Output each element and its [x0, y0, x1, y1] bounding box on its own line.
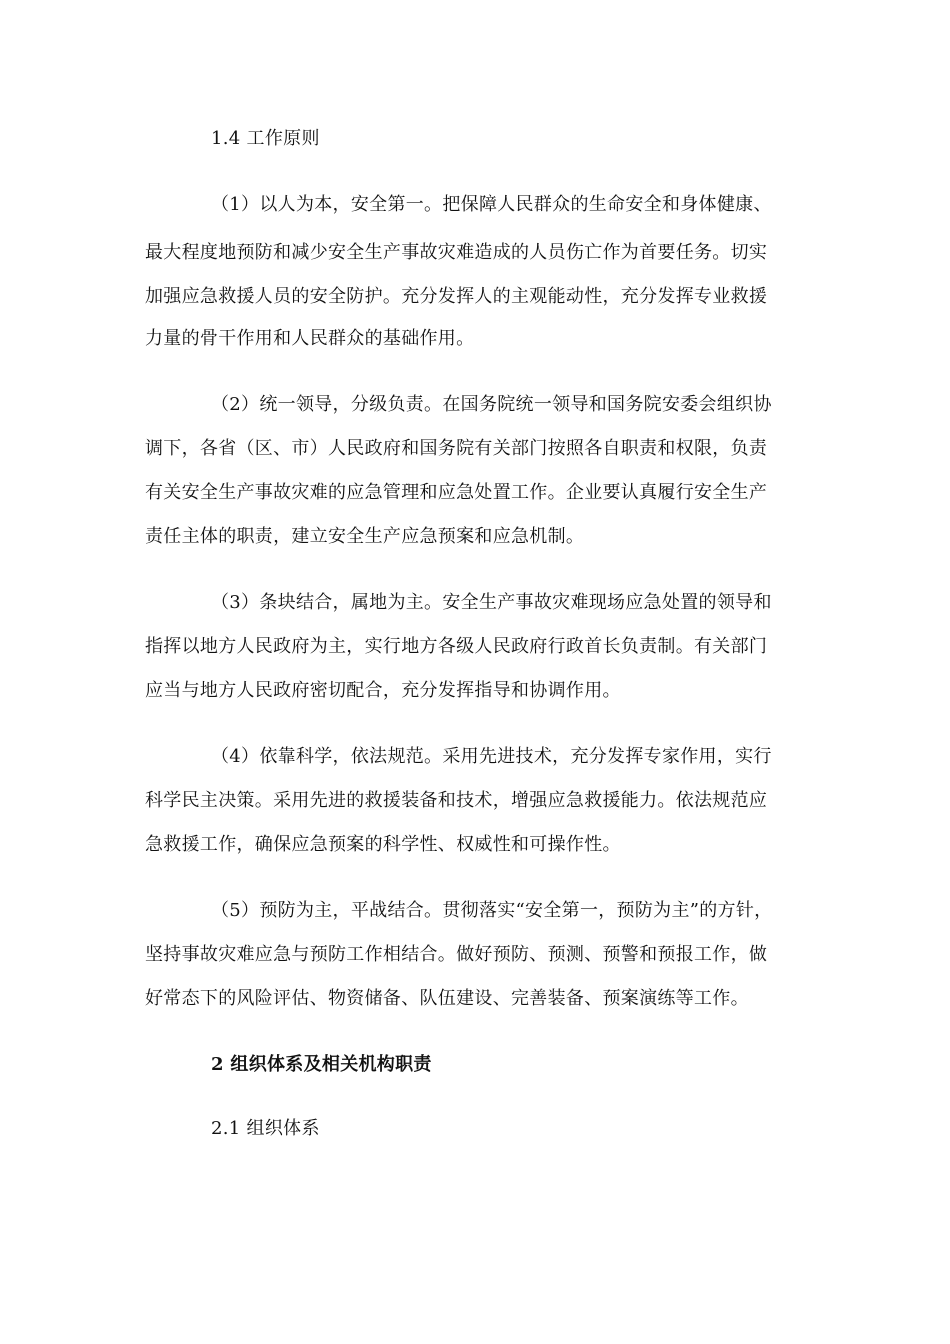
principle-4-line-1: （4）依靠科学，依法规范。采用先进技术，充分发挥专家作用，实行 — [211, 746, 772, 767]
principle-2-line-4: 责任主体的职责，建立安全生产应急预案和应急机制。 — [145, 526, 585, 547]
principle-1-line-3: 加强应急救援人员的安全防护。充分发挥人的主观能动性，充分发挥专业救援 — [145, 286, 768, 307]
section-heading-2: 2 组织体系及相关机构职责 — [211, 1054, 432, 1075]
principle-3-line-1: （3）条块结合，属地为主。安全生产事故灾难现场应急处置的领导和 — [211, 592, 772, 613]
principle-5-line-3: 好常态下的风险评估、物资储备、队伍建设、完善装备、预案演练等工作。 — [145, 988, 749, 1009]
principle-1-line-4: 力量的骨干作用和人民群众的基础作用。 — [145, 328, 475, 349]
principle-4-line-2: 科学民主决策。采用先进的救援装备和技术，增强应急救援能力。依法规范应 — [145, 790, 768, 811]
principle-5-line-2: 坚持事故灾难应急与预防工作相结合。做好预防、预测、预警和预报工作，做 — [145, 944, 768, 965]
principle-3-line-2: 指挥以地方人民政府为主，实行地方各级人民政府行政首长负责制。有关部门 — [145, 636, 768, 657]
principle-1-line-2: 最大程度地预防和减少安全生产事故灾难造成的人员伤亡作为首要任务。切实 — [145, 242, 768, 263]
section-heading-1-4: 1.4 工作原则 — [211, 128, 320, 149]
section-heading-2-1: 2.1 组织体系 — [211, 1118, 320, 1139]
principle-2-line-1: （2）统一领导，分级负责。在国务院统一领导和国务院安委会组织协 — [211, 394, 772, 415]
principle-2-line-2: 调下，各省（区、市）人民政府和国务院有关部门按照各自职责和权限，负责 — [145, 438, 768, 459]
principle-5-line-1: （5）预防为主，平战结合。贯彻落实“安全第一，预防为主”的方针， — [211, 900, 773, 921]
principle-4-line-3: 急救援工作，确保应急预案的科学性、权威性和可操作性。 — [145, 834, 621, 855]
principle-3-line-3: 应当与地方人民政府密切配合，充分发挥指导和协调作用。 — [145, 680, 621, 701]
principle-1-line-1: （1）以人为本，安全第一。把保障人民群众的生命安全和身体健康、 — [211, 194, 772, 215]
principle-2-line-3: 有关安全生产事故灾难的应急管理和应急处置工作。企业要认真履行安全生产 — [145, 482, 768, 503]
